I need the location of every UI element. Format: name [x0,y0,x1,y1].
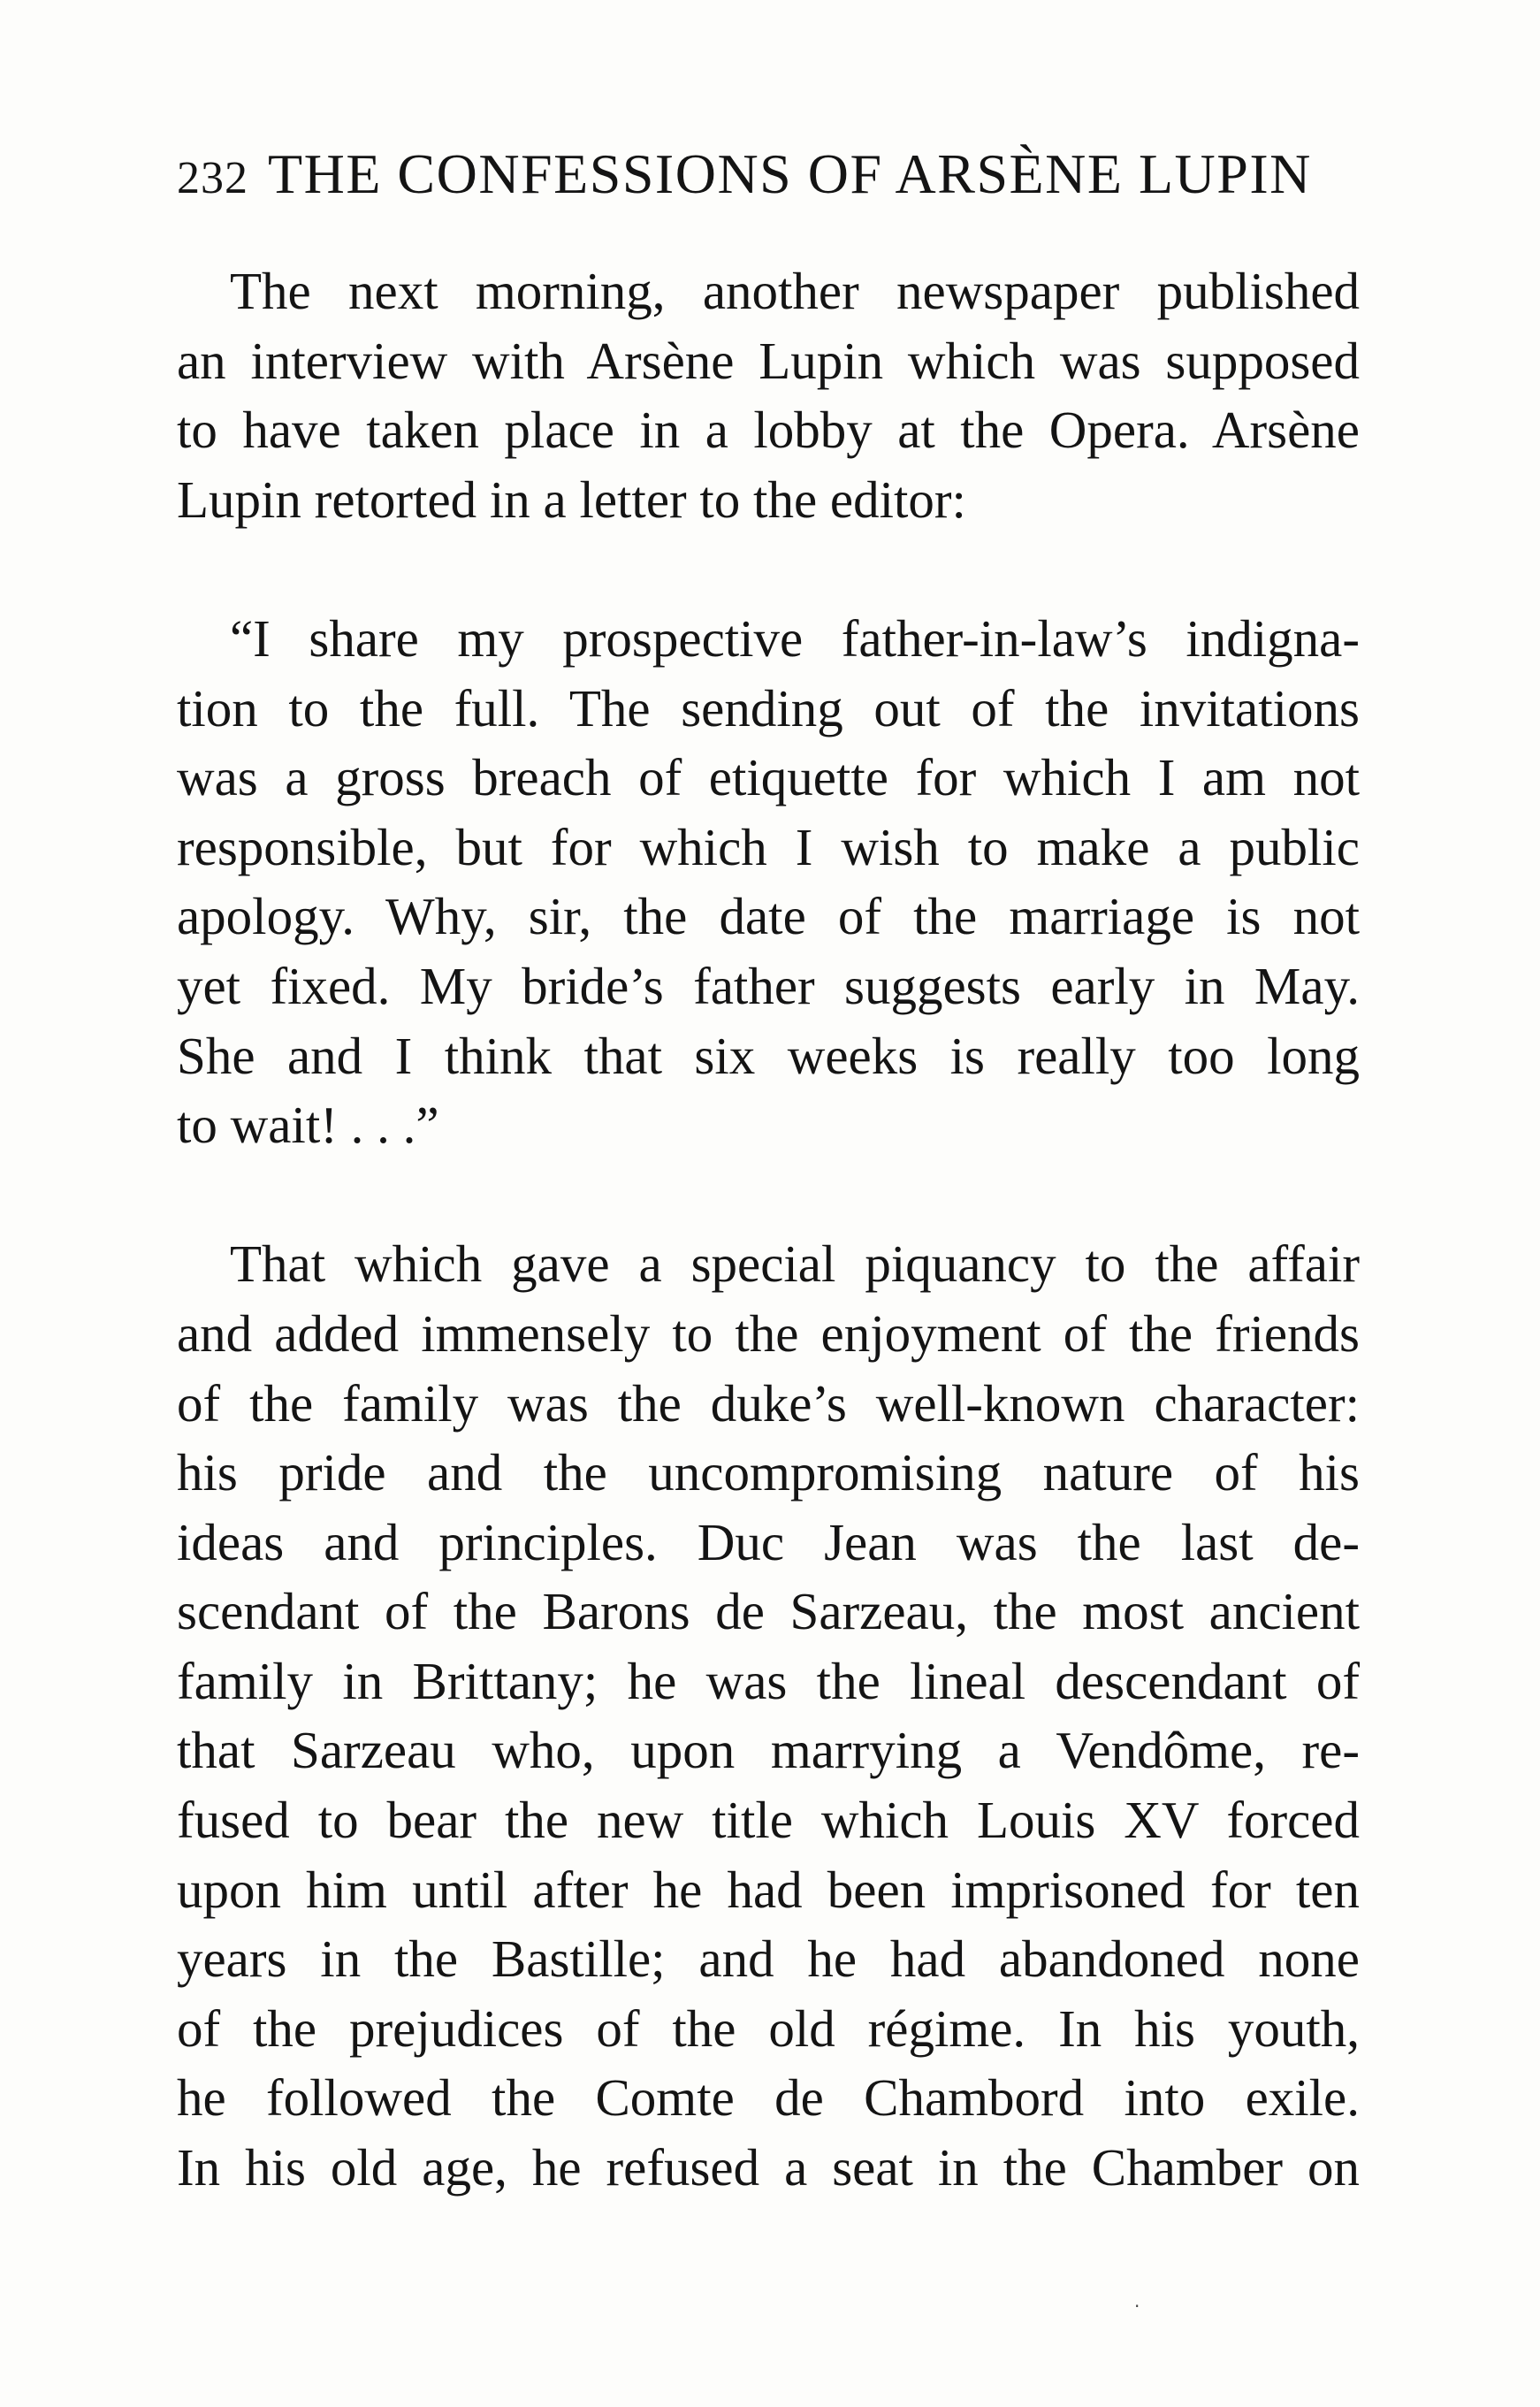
running-head [177,141,1361,207]
paragraph-duke-character [177,1229,1360,2202]
paragraph-gap [177,1160,1360,1230]
text-line: The next morning, another newspaper published [230,262,1360,320]
text-line: his pride and the uncompromising nature of his [177,1443,1360,1502]
text-line: fused to bear the new title which Louis XV forced [177,1791,1360,1850]
text-line: responsible, but for which I wish to make a public [177,817,1360,876]
text-line: scendant of the Barons de Sarzeau, the most ancient [177,1582,1360,1641]
text-line: Lupin retorted in a letter to the editor: [177,470,966,529]
paragraph-lupin-letter [177,604,1360,1160]
text-line: and added immensely to the enjoyment of the friends [177,1303,1360,1363]
text-line: an interview with Arsène Lupin which was supposed [177,331,1360,390]
print-speck: · [1134,2296,1140,2317]
text-line: yet fixed. My bride’s father suggests early in May. [177,956,1360,1015]
paragraph-newspaper-interview [177,256,1360,534]
text-line: “I share my prospective father-in-law’s indigna- [230,608,1360,668]
text-line: apology. Why, sir, the date of the marriage is not [177,887,1360,946]
text-line: to have taken place in a lobby at the Opera. Arsène [177,401,1360,460]
text-line: was a gross breach of etiquette for which I am not [177,748,1360,807]
text-line: She and I think that six weeks is really too long [177,1026,1360,1085]
text-line: to wait! . . .” [177,1096,439,1155]
text-line: family in Brittany; he was the lineal descendant of [177,1651,1360,1710]
text-line: tion to the full. The sending out of the invitations [177,678,1360,737]
body-text [177,256,1360,2203]
text-line: upon him until after he had been imprisoned for ten [177,1860,1360,1919]
running-title: THE CONFESSIONS OF ARSÈNE LUPIN [268,142,1312,205]
text-line: that Sarzeau who, upon marrying a Vendôme, re- [177,1721,1360,1780]
text-line: he followed the Comte de Chambord into exile. [177,2068,1360,2128]
page-number: 232 [177,153,248,203]
text-line: of the prejudices of the old régime. In his youth, [177,1998,1360,2058]
text-line: of the family was the duke’s well-known character: [177,1373,1360,1433]
text-line: That which gave a special piquancy to the affair [230,1234,1360,1294]
text-line: In his old age, he refused a seat in the Chamber on [177,2138,1360,2197]
paragraph-gap [177,534,1360,604]
text-line: ideas and principles. Duc Jean was the last de- [177,1512,1360,1571]
text-line: years in the Bastille; and he had abandoned none [177,1929,1360,1989]
